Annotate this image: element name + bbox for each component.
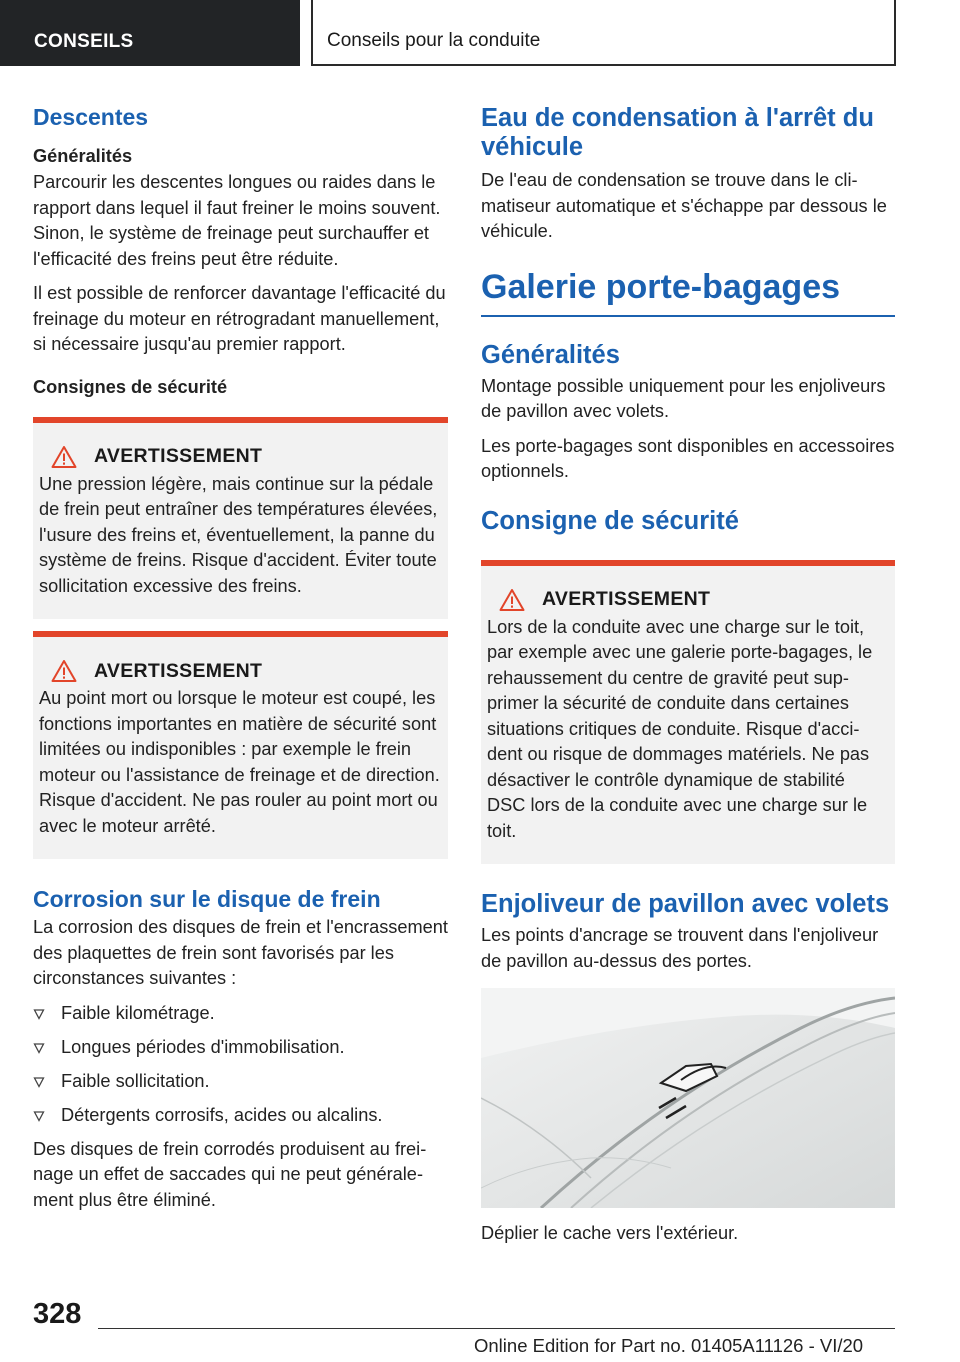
list-item-text: Faible sollicitation. (61, 1070, 210, 1091)
list-item-text: Détergents corrosifs, acides ou alcalins. (61, 1104, 383, 1125)
subtitle-generalites: Généralités (33, 146, 133, 166)
warning-box (33, 631, 448, 859)
list-item (33, 1103, 448, 1128)
left-column (33, 100, 448, 1222)
section-title-generalites: Généralités (481, 340, 620, 369)
bullet-list (33, 1001, 448, 1128)
warning-box (481, 560, 895, 865)
warning-text: Lors de la conduite avec une charge sur le toit, par exemple avec une galerie porte-bagages, le rehaussement du centre de gravité peut supprimer la sécurité de conduite dans certaines situations critiques de conduite. Risque d'accident ou risque de dommages matériels. Ne pas désactiver le contrôle dynamique de stabilité DSC lors de la conduite avec une charge sur le toit. (487, 616, 873, 841)
section-tab-label: CONSEILS (34, 31, 134, 52)
warning-title: AVERTISSEMENT (542, 588, 711, 610)
paragraph: Les points d'ancrage se trouvent dans l'enjoliveur de pavillon au-dessus des portes. (481, 925, 879, 971)
paragraph: Parcourir les descentes longues ou raides dans le rapport dans lequel il faut freiner le moins souvent. Sinon, le système de freinage peut surchauffer et l'efficacité des freins peut être réduite. (33, 172, 441, 269)
triangle-bullet-icon (33, 1042, 45, 1054)
list-item (33, 1035, 448, 1060)
section-title-corrosion: Corrosion sur le disque de frein (33, 886, 381, 912)
figure-caption: Déplier le cache vers l'extérieur. (481, 1223, 739, 1243)
triangle-bullet-icon (33, 1076, 45, 1088)
paragraph: De l'eau de condensation se trouve dans le climatiseur automatique et s'échappe par dessous le véhicule. (481, 170, 887, 241)
warning-triangle-icon (499, 588, 525, 612)
page-number: 328 (33, 1298, 82, 1330)
paragraph: La corrosion des disques de frein et l'encrassement des plaquettes de frein sont favorisés par les circonstances suivantes : (33, 917, 448, 988)
section-tab (0, 0, 300, 66)
triangle-bullet-icon (33, 1110, 45, 1122)
list-item (33, 1069, 448, 1094)
list-item-text: Longues périodes d'immobilisation. (61, 1036, 345, 1057)
paragraph: Des disques de frein corrodés produisent au freinage un effet de saccades qui ne peut généralement plus être éliminé. (33, 1138, 427, 1210)
subtitle-consignes: Consignes de sécurité (33, 376, 228, 397)
roof-trim-drawing (481, 988, 895, 1208)
footer-edition: Online Edition for Part no. 01405A11126 - VI/20 (474, 1335, 864, 1356)
chapter-header (311, 0, 896, 66)
warning-text: Au point mort ou lorsque le moteur est coupé, les fonctions importantes en matière de sécurité sont limitées ou indisponibles : par exemple le frein moteur ou l'assistance de freinage et de direction. Risque d'accident. Ne pas rouler au point mort ou avec le moteur arrêté. (39, 688, 440, 836)
warning-triangle-icon (51, 445, 77, 469)
triangle-bullet-icon (33, 1008, 45, 1020)
paragraph: Les porte-bagages sont disponibles en accessoires optionnels. (481, 435, 895, 481)
warning-text: Une pression légère, mais continue sur la pédale de frein peut entraîner des températures élevées, l'usure des freins et, éventuellement, la panne du système de freins. Risque d'accident. Éviter toute sollicitation excessive des freins. (39, 473, 438, 596)
warning-title: AVERTISSEMENT (94, 445, 263, 467)
paragraph: Montage possible uniquement pour les enjoliveurs de pavillon avec volets. (481, 375, 886, 421)
section-title-condensation: Eau de condensation à l'arrêt du véhicule (481, 104, 874, 161)
section-title-descentes: Descentes (33, 104, 149, 130)
roof-trim-illustration (481, 988, 895, 1208)
section-title-enjoliveur: Enjoliveur de pavillon avec volets (481, 890, 890, 918)
paragraph: Il est possible de renforcer davantage l'efficacité du freinage du moteur en rétrogradant manuellement, si nécessaire jusqu'au premier rapport. (33, 283, 446, 354)
warning-box (33, 417, 448, 620)
footer-divider (98, 1328, 895, 1329)
warning-title: AVERTISSEMENT (94, 659, 263, 682)
right-column (481, 100, 895, 1256)
section-title-consigne: Consigne de sécurité (481, 506, 739, 535)
chapter-heading: Galerie porte-bagages (481, 267, 895, 317)
chapter-header-title: Conseils pour la conduite (327, 30, 541, 51)
list-item (33, 1001, 448, 1026)
list-item-text: Faible kilométrage. (61, 1002, 215, 1023)
warning-triangle-icon (51, 659, 77, 683)
